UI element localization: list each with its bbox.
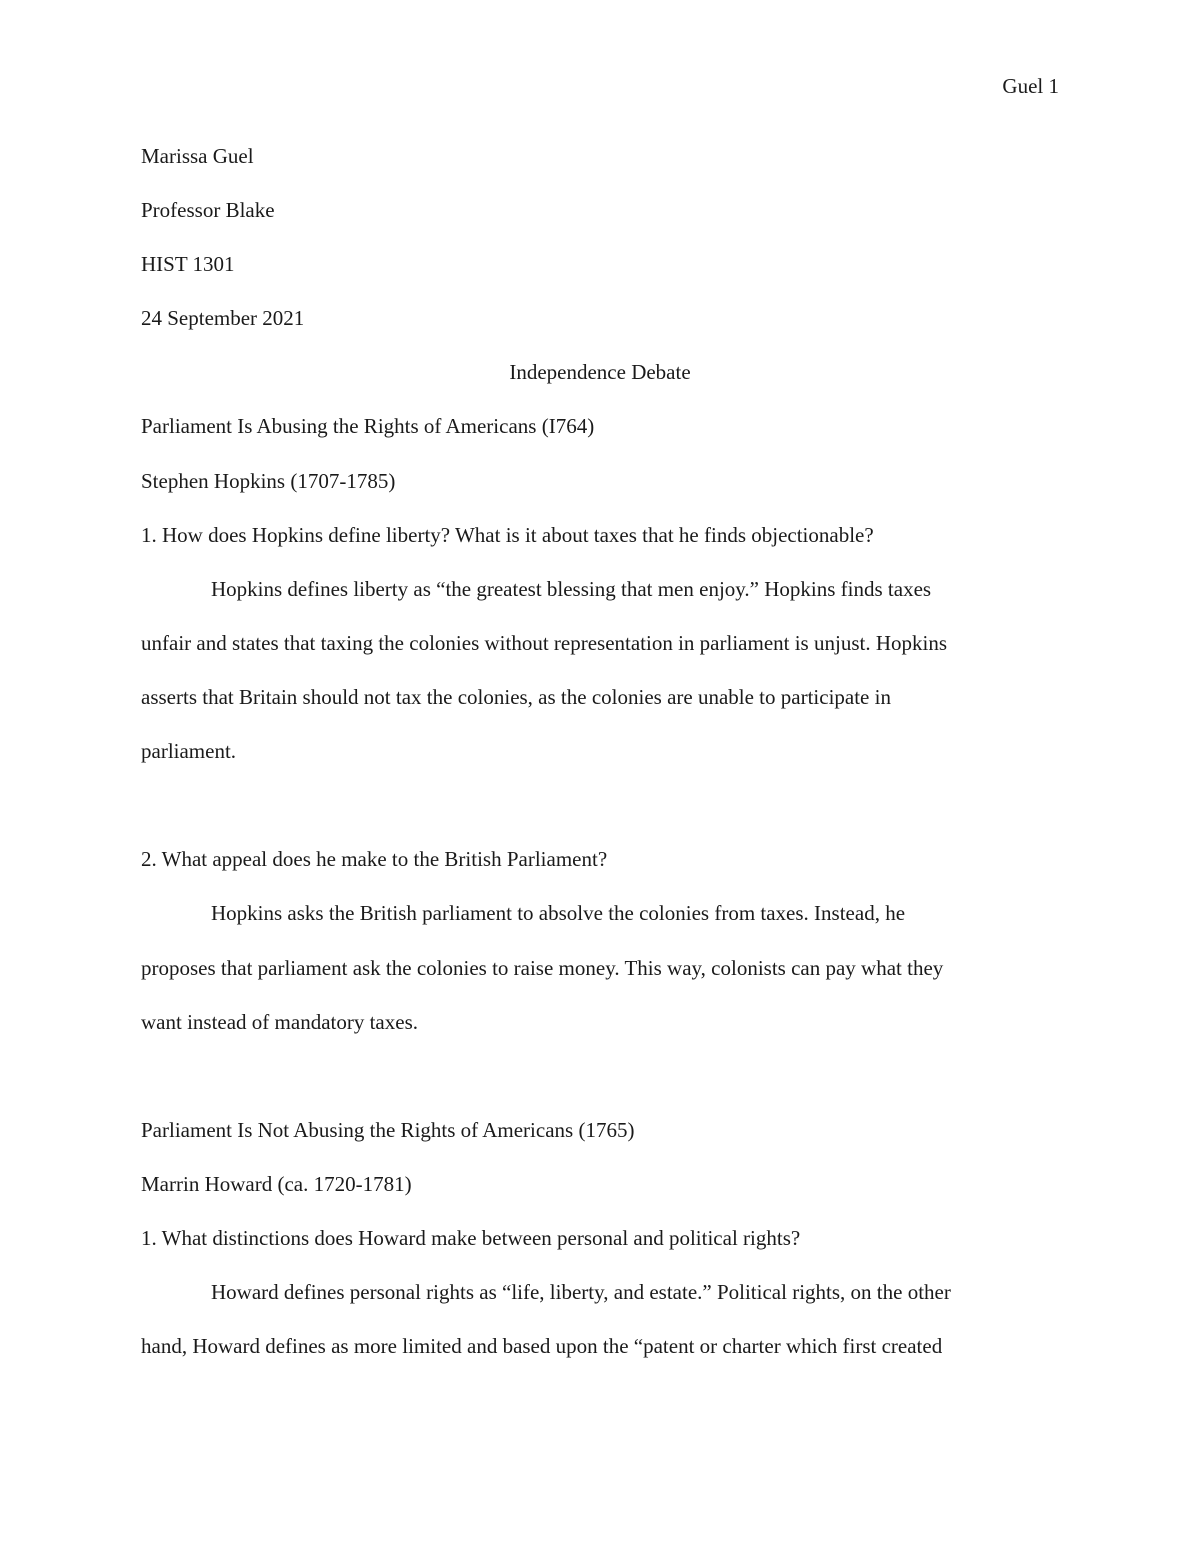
section1-answer-2-line-2: proposes that parliament ask the colonies to raise money. This way, colonists can pay what they <box>141 956 944 980</box>
student-name: Marissa Guel <box>141 144 254 168</box>
section1-reading-title: Parliament Is Abusing the Rights of Americans (I764) <box>141 414 595 438</box>
section2-answer-1-line-1: Howard defines personal rights as “life, liberty, and estate.” Political rights, on the other <box>211 1280 951 1304</box>
running-head: Guel 1 <box>1002 74 1059 98</box>
section1-answer-1-line-3: asserts that Britain should not tax the colonies, as the colonies are unable to participate in <box>141 685 891 709</box>
section2-question-1: 1. What distinctions does Howard make between personal and political rights? <box>141 1226 801 1250</box>
section1-answer-1-line-2: unfair and states that taxing the colonies without representation in parliament is unjust. Hopkins <box>141 631 947 655</box>
section2-answer-1-line-2: hand, Howard defines as more limited and based upon the “patent or charter which first created <box>141 1334 943 1358</box>
section2-author: Marrin Howard (ca. 1720-1781) <box>141 1172 412 1196</box>
instructor-name: Professor Blake <box>141 198 275 222</box>
section1-question-2: 2. What appeal does he make to the British Parliament? <box>141 847 608 871</box>
paper-date: 24 September 2021 <box>141 306 305 330</box>
section1-answer-2-line-1: Hopkins asks the British parliament to absolve the colonies from taxes. Instead, he <box>211 901 906 925</box>
section1-answer-1-line-1: Hopkins defines liberty as “the greatest blessing that men enjoy.” Hopkins finds taxes <box>211 577 932 601</box>
section1-question-1: 1. How does Hopkins define liberty? What is it about taxes that he finds objectionable? <box>141 523 874 547</box>
section1-answer-2-line-3: want instead of mandatory taxes. <box>141 1010 418 1034</box>
section1-author: Stephen Hopkins (1707-1785) <box>141 469 396 493</box>
section1-answer-1-line-4: parliament. <box>141 739 237 763</box>
course-code: HIST 1301 <box>141 252 235 276</box>
section2-reading-title: Parliament Is Not Abusing the Rights of Americans (1765) <box>141 1118 635 1142</box>
document-title: Independence Debate <box>509 360 691 384</box>
